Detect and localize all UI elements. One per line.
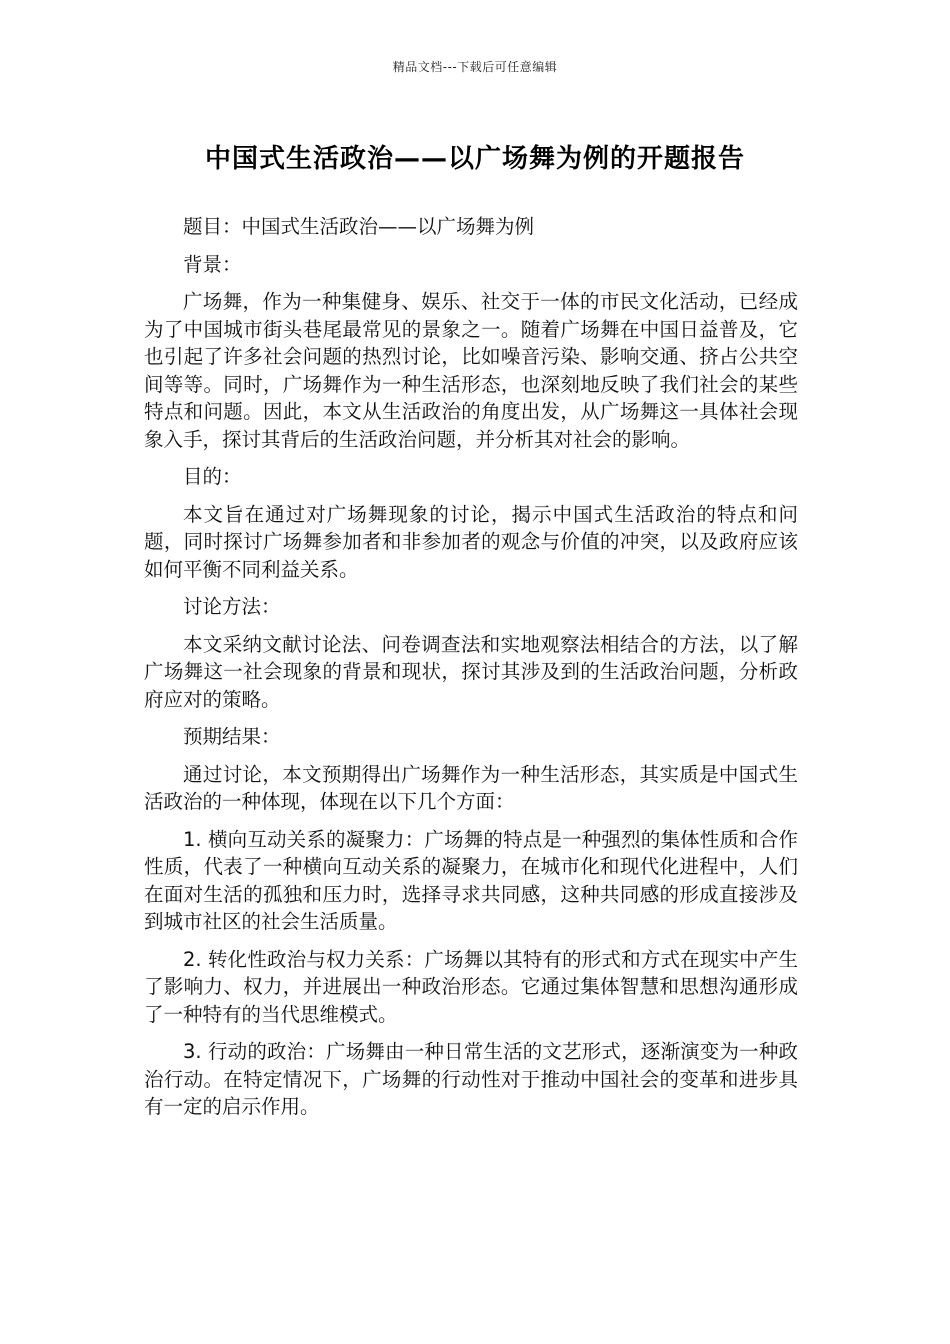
section-heading-background: 背景： [183, 252, 242, 276]
list-item-3: 3. 行动的政治：广场舞由一种日常生活的文艺形式，逐渐演变为一种政治行动。在特定情况下，广场舞的行动性对于推动中国社会的变革和进步具有一定的启示作用。 [144, 1040, 798, 1118]
section-heading-method: 讨论方法： [183, 595, 281, 618]
section-heading-purpose: 目的： [183, 465, 242, 488]
section-heading-expected-results: 预期结果： [183, 725, 281, 748]
topic-line: 题目：中国式生活政治——以广场舞为例 [183, 215, 535, 238]
list-item-1: 1. 横向互动关系的凝聚力：广场舞的特点是一种强烈的集体性质和合作性质，代表了一种横向互动关系的凝聚力，在城市化和现代化进程中，人们在面对生活的孤独和压力时，选择寻求共同感，这种共同感的形成直接涉及到城市社区的社会生活质量。 [144, 827, 798, 933]
document-title: 中国式生活政治——以广场舞为例的开题报告 [204, 144, 745, 174]
paragraph-method: 本文采纳文献讨论法、问卷调查法和实地观察法相结合的方法，以了解广场舞这一社会现象的背景和现状，探讨其涉及到的生活政治问题，分析政府应对的策略。 [144, 632, 798, 711]
header-note: 精品文档---下载后可任意编辑 [392, 60, 558, 74]
paragraph-purpose: 本文旨在通过对广场舞现象的讨论，揭示中国式生活政治的特点和问题，同时探讨广场舞参加者和非参加者的观念与价值的冲突，以及政府应该如何平衡不同利益关系。 [144, 502, 798, 581]
paragraph-background: 广场舞，作为一种集健身、娱乐、社交于一体的市民文化活动，已经成为了中国城市街头巷尾最常见的景象之一。随着广场舞在中国日益普及，它也引起了许多社会问题的热烈讨论，比如噪音污染、影响交通、挤占公共空间等等。同时，广场舞作为一种生活形态，也深刻地反映了我们社会的某些特点和问题。因此，本文从生活政治的角度出发，从广场舞这一具体社会现象入手，探讨其背后的生活政治问题，并分析其对社会的影响。 [144, 290, 798, 451]
list-item-2: 2. 转化性政治与权力关系：广场舞以其特有的形式和方式在现实中产生了影响力、权力，并进展出一种政治形态。它通过集体智慧和思想沟通形成了一种特有的当代思维模式。 [144, 947, 798, 1026]
paragraph-expected-results: 通过讨论，本文预期得出广场舞作为一种生活形态，其实质是中国式生活政治的一种体现，体现在以下几个方面： [144, 762, 798, 813]
document-body [144, 213, 798, 1131]
